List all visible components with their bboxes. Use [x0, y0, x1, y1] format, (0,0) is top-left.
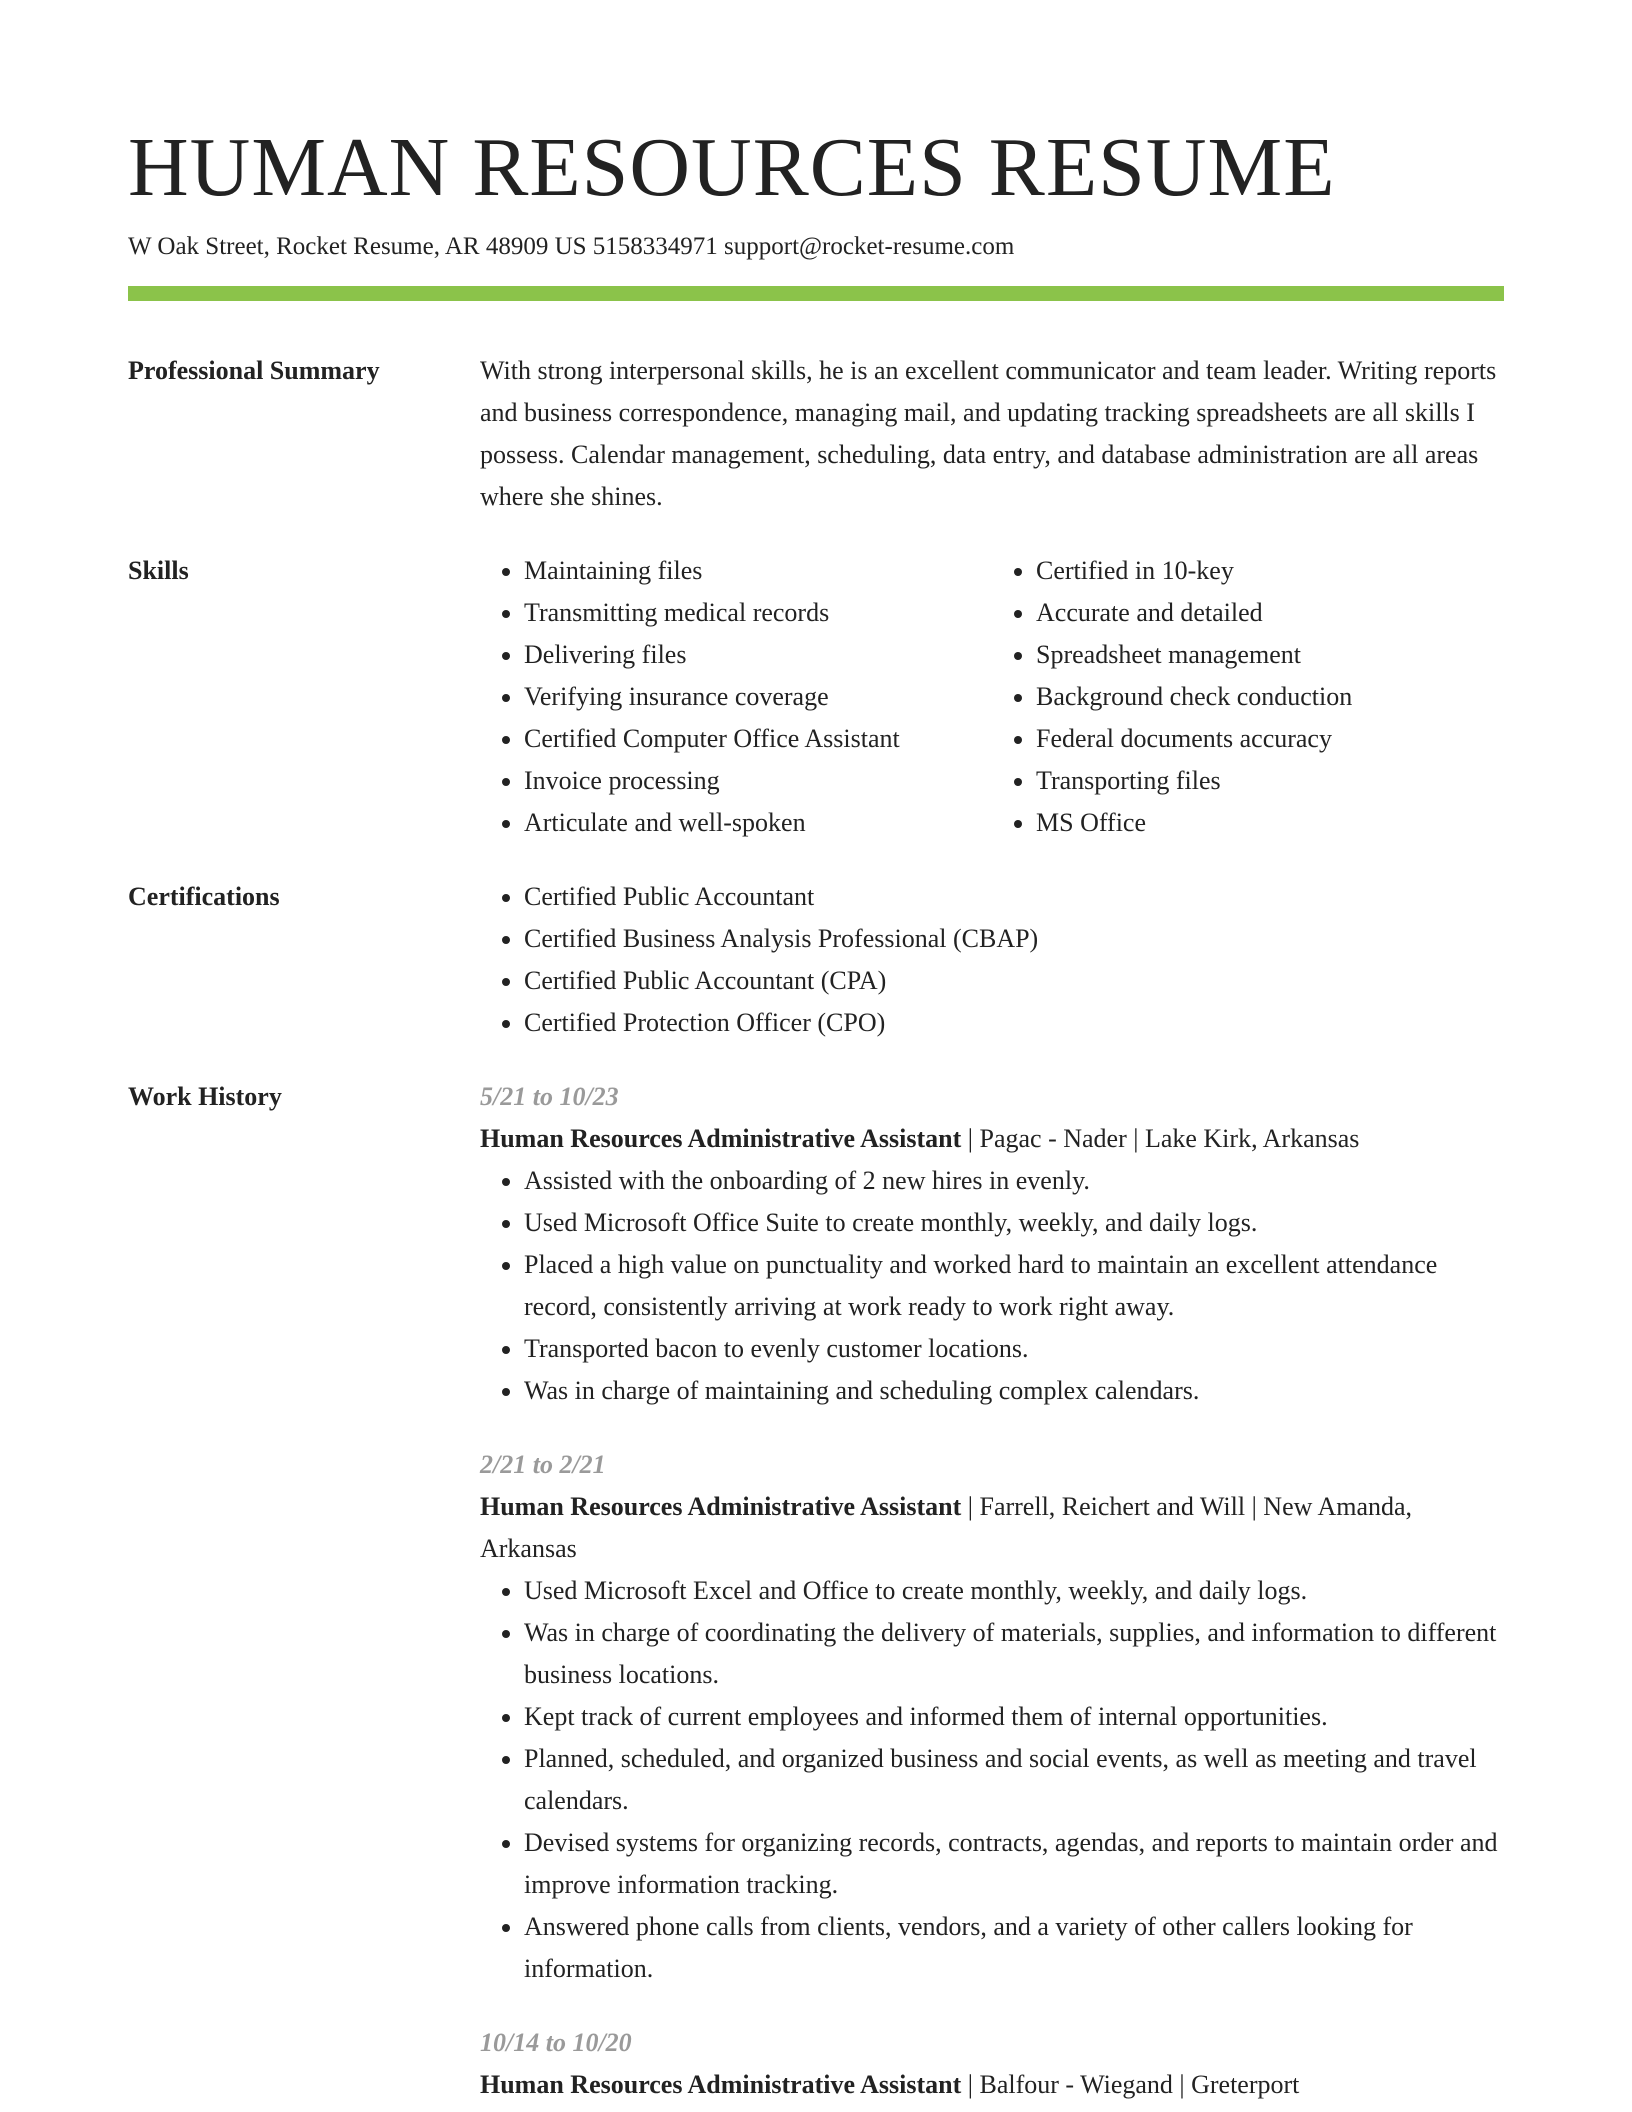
- job-heading: [480, 1118, 1504, 1160]
- job-bullets: [480, 1160, 1504, 1412]
- work-history-section: [128, 1076, 1504, 2106]
- certification-item: • Certified Public Accountant: [524, 876, 1504, 918]
- skill-item: • Transmitting medical records: [524, 592, 992, 634]
- skill-item: • Verifying insurance coverage: [524, 676, 992, 718]
- job-bullet: • Placed a high value on punctuality and worked hard to maintain an excellent attendance record, consistently arriving at work ready to work right away.: [524, 1244, 1504, 1328]
- job-details: | Balfour - Wiegand | Greterport: [961, 2070, 1300, 2099]
- job-dates: 10/14 to 10/20: [480, 2028, 632, 2057]
- skill-item: • Delivering files: [524, 634, 992, 676]
- resume-header: [128, 118, 1504, 264]
- resume-title: HUMAN RESOURCES RESUME: [128, 121, 1336, 214]
- job-bullet: • Used Microsoft Office Suite to create monthly, weekly, and daily logs.: [524, 1202, 1504, 1244]
- job-bullets: [480, 1570, 1504, 1990]
- certification-item: • Certified Business Analysis Professional (CBAP): [524, 918, 1504, 960]
- job-bullet: • Answered phone calls from clients, vendors, and a variety of other callers looking for information.: [524, 1906, 1504, 1990]
- section-title: Professional Summary: [128, 356, 380, 385]
- skill-item: • Accurate and detailed: [1036, 592, 1504, 634]
- job-bullet: • Assisted with the onboarding of 2 new hires in evenly.: [524, 1160, 1504, 1202]
- job-entry: [480, 1444, 1504, 1990]
- skill-item: • Certified Computer Office Assistant: [524, 718, 992, 760]
- job-details: | Pagac - Nader | Lake Kirk, Arkansas: [961, 1124, 1360, 1153]
- job-heading: [480, 2064, 1504, 2106]
- skills-list-right: [992, 550, 1504, 844]
- summary-section: [128, 350, 1504, 518]
- section-title: Certifications: [128, 882, 280, 911]
- skill-item: • Background check conduction: [1036, 676, 1504, 718]
- job-title: Human Resources Administrative Assistant: [480, 1492, 962, 1521]
- skill-item: • Articulate and well-spoken: [524, 802, 992, 844]
- job-title: Human Resources Administrative Assistant: [480, 2070, 962, 2099]
- certifications-section: [128, 876, 1504, 1044]
- skill-item: • Spreadsheet management: [1036, 634, 1504, 676]
- skills-list-left: [480, 550, 992, 844]
- skill-item: • Federal documents accuracy: [1036, 718, 1504, 760]
- skills-section: [128, 550, 1504, 844]
- accent-rule: [128, 286, 1504, 301]
- section-title: Skills: [128, 556, 189, 585]
- job-bullet: • Kept track of current employees and informed them of internal opportunities.: [524, 1696, 1504, 1738]
- job-bullet: • Planned, scheduled, and organized business and social events, as well as meeting and travel calendars.: [524, 1738, 1504, 1822]
- certification-item: • Certified Public Accountant (CPA): [524, 960, 1504, 1002]
- skill-item: • Certified in 10-key: [1036, 550, 1504, 592]
- summary-text: With strong interpersonal skills, he is an excellent communicator and team leader. Writing reports and business correspondence, managing mail, and updating tracking spreadsheets are all skills I possess. Calendar management, scheduling, data entry, and database administration are all areas where she shines.: [480, 356, 1497, 511]
- job-entry: [480, 1076, 1504, 1412]
- job-bullet: • Was in charge of coordinating the delivery of materials, supplies, and information to different business locations.: [524, 1612, 1504, 1696]
- certification-item: • Certified Protection Officer (CPO): [524, 1002, 1504, 1044]
- contact-line: W Oak Street, Rocket Resume, AR 48909 US 5158334971 support@rocket-resume.com: [128, 233, 1015, 260]
- section-title: Work History: [128, 1082, 282, 1111]
- job-entry: [480, 2022, 1504, 2106]
- job-bullet: • Used Microsoft Excel and Office to create monthly, weekly, and daily logs.: [524, 1570, 1504, 1612]
- skill-item: • Invoice processing: [524, 760, 992, 802]
- certifications-list: [480, 876, 1504, 1044]
- job-title: Human Resources Administrative Assistant: [480, 1124, 962, 1153]
- job-details: | Farrell, Reichert and Will | New Amanda, Arkansas: [480, 1492, 1413, 1563]
- skill-item: • Transporting files: [1036, 760, 1504, 802]
- job-dates: 2/21 to 2/21: [480, 1450, 606, 1479]
- skill-item: • Maintaining files: [524, 550, 992, 592]
- job-dates: 5/21 to 10/23: [480, 1082, 619, 1111]
- job-bullet: • Was in charge of maintaining and scheduling complex calendars.: [524, 1370, 1504, 1412]
- job-bullet: • Transported bacon to evenly customer locations.: [524, 1328, 1504, 1370]
- skill-item: • MS Office: [1036, 802, 1504, 844]
- job-heading: [480, 1486, 1504, 1570]
- resume-content: [128, 350, 1504, 2106]
- job-bullet: • Devised systems for organizing records, contracts, agendas, and reports to maintain order and improve information tracking.: [524, 1822, 1504, 1906]
